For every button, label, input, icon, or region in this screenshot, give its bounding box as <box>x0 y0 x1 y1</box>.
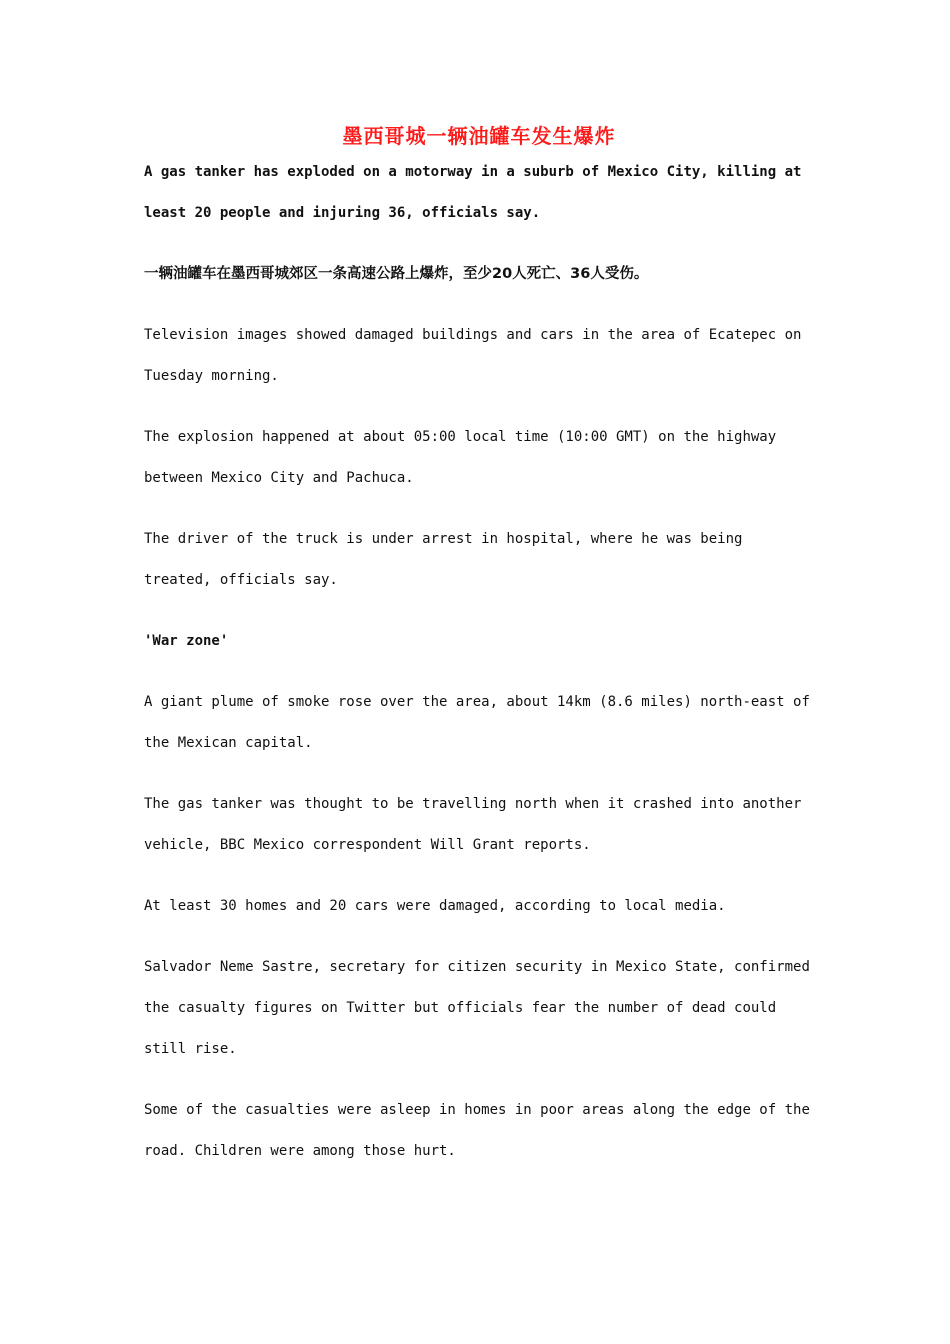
paragraph-driver-arrest: The driver of the truck is under arrest in hospital, where he was being treated, officials say. <box>144 531 751 588</box>
paragraph-casualty-figures: Salvador Neme Sastre, secretary for citizen security in Mexico State, confirmed the casualty figures on Twitter but officials fear the number of dead could still rise. <box>144 959 819 1057</box>
paragraph-casualties-asleep: Some of the casualties were asleep in homes in poor areas along the edge of the road. Children were among those hurt. <box>144 1102 819 1159</box>
paragraph-explosion-time: The explosion happened at about 05:00 local time (10:00 GMT) on the highway between Mexico City and Pachuca. <box>144 429 785 486</box>
paragraph-tanker-crash: The gas tanker was thought to be travelling north when it crashed into another vehicle, BBC Mexico correspondent Will Grant reports. <box>144 796 810 853</box>
lead-paragraph-english: A gas tanker has exploded on a motorway in a suburb of Mexico City, killing at least 20 people and injuring 36, officials say. <box>144 164 810 221</box>
paragraph-television-images: Television images showed damaged buildings and cars in the area of Ecatepec on Tuesday morning. <box>144 327 810 384</box>
lead-paragraph-chinese: 一辆油罐车在墨西哥城郊区一条高速公路上爆炸，至少20人死亡、36人受伤。 <box>144 266 649 282</box>
subheading-war-zone: 'War zone' <box>144 633 229 649</box>
article-title: 墨西哥城一辆油罐车发生爆炸 <box>342 124 616 148</box>
document-page <box>144 118 819 1192</box>
paragraph-damage: At least 30 homes and 20 cars were damaged, according to local media. <box>144 898 726 914</box>
paragraph-smoke-plume: A giant plume of smoke rose over the area, about 14km (8.6 miles) north-east of the Mexican capital. <box>144 694 819 751</box>
